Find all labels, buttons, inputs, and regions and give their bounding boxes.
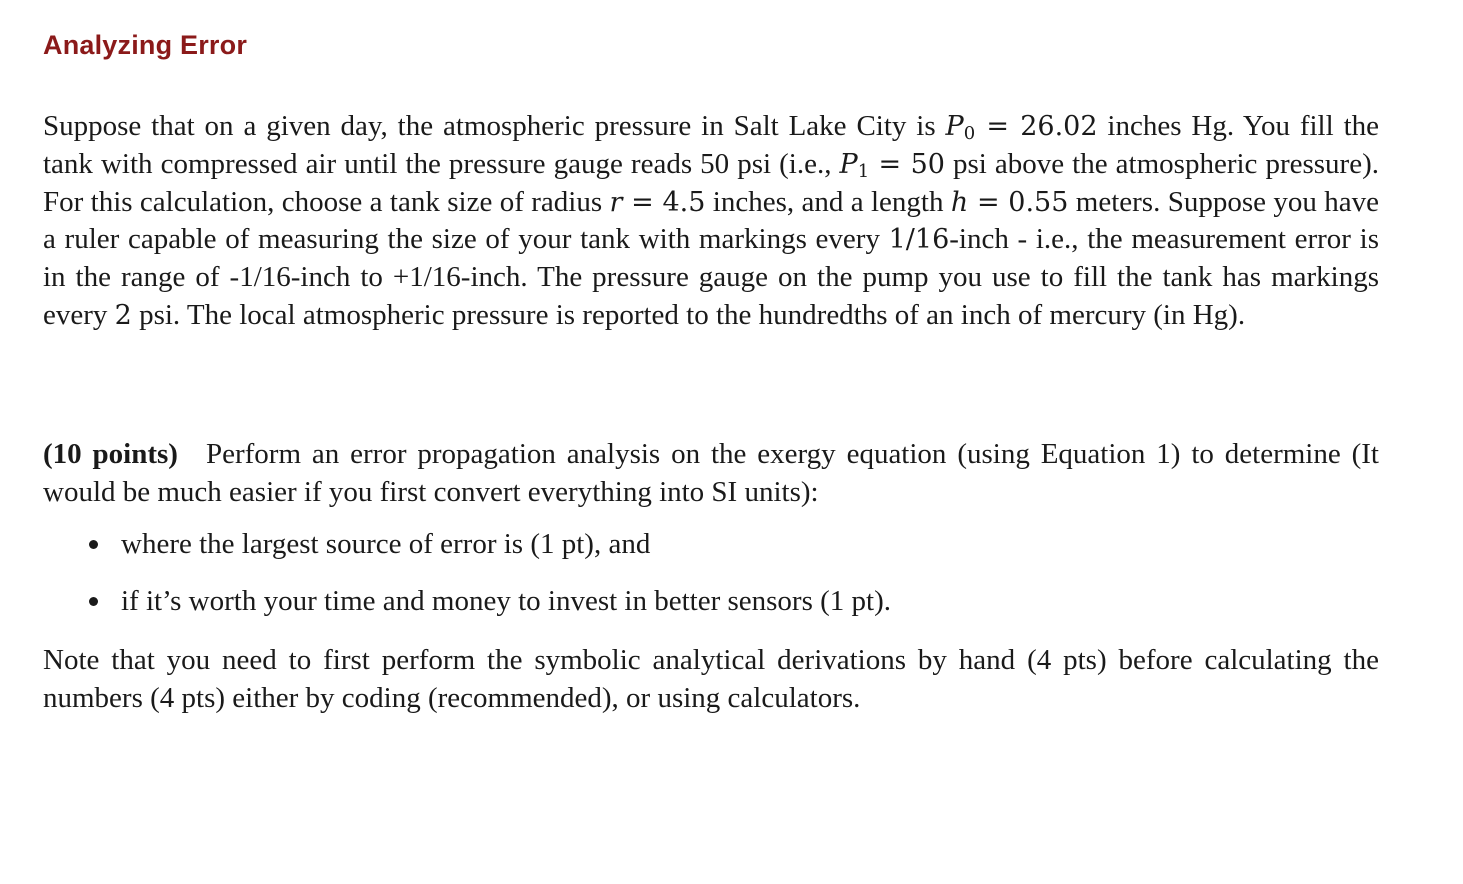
list-item — [89, 524, 891, 581]
math-variable-p: P — [839, 148, 858, 180]
text-run: meters. Suppose you have a ruler capable of measuring the size of your tank with markings every — [43, 185, 1379, 256]
list-item-text: if it’s worth your time and money to invest in better sensors (1 pt). — [121, 585, 891, 617]
text-run: Suppose that on a given day, the atmospheric pressure in Salt Lake City is — [43, 110, 946, 142]
bullet-icon — [89, 540, 98, 549]
text-run: inches Hg. You fill the tank with compressed air until the pressure gauge reads 50 psi (i.e., — [43, 110, 1379, 180]
text-run: -inch - i.e., the measurement error is in the range of -1/16-inch to +1/16-inch. The pressure gauge on the pump you use to fill the tank has markings every — [43, 223, 1379, 331]
problem-statement-paragraph — [43, 108, 1379, 335]
math-variable-r: r — [609, 186, 623, 218]
question-text: Perform an error propagation analysis on the exergy equation (using Equation 1) to determine (It would be much easier if you first convert everything into SI units): — [43, 438, 1379, 508]
math-variable-h: h — [950, 186, 969, 218]
text-run: psi. The local atmospheric pressure is reported to the hundredths of an inch of mercury (in Hg). — [131, 298, 1246, 331]
math-value-p1: = 50 — [869, 148, 945, 180]
text-run: inches, and a length — [705, 185, 951, 218]
list-item-text: where the largest source of error is (1 pt), and — [121, 528, 651, 560]
question-paragraph — [43, 436, 1379, 512]
math-p0 — [946, 111, 1098, 142]
math-value-p0: = 26.02 — [975, 111, 1098, 142]
note-paragraph: Note that you need to first perform the symbolic analytical derivations by hand (4 pts) before calculating the numbers (4 pts) either by coding (recommended), or using calculators. — [43, 644, 1379, 714]
math-value-h: = 0.55 — [968, 186, 1069, 218]
math-fraction: 1/16 — [888, 224, 950, 256]
math-variable-p: P — [945, 111, 964, 142]
math-p1 — [840, 149, 945, 180]
points-label: (10 points) — [43, 438, 178, 470]
math-r — [609, 187, 705, 218]
text-run: psi above the atmospheric pressure). For this calculation, choose a tank size of radius — [43, 147, 1379, 218]
list-item — [89, 581, 891, 638]
math-h — [951, 187, 1069, 218]
math-two: 2 — [114, 299, 132, 331]
requirements-list — [89, 524, 891, 638]
math-subscript-0: 0 — [963, 123, 976, 144]
math-subscript-1: 1 — [857, 160, 870, 182]
bullet-icon — [89, 597, 98, 606]
section-heading: Analyzing Error — [43, 30, 248, 60]
math-value-r: = 4.5 — [622, 186, 706, 218]
